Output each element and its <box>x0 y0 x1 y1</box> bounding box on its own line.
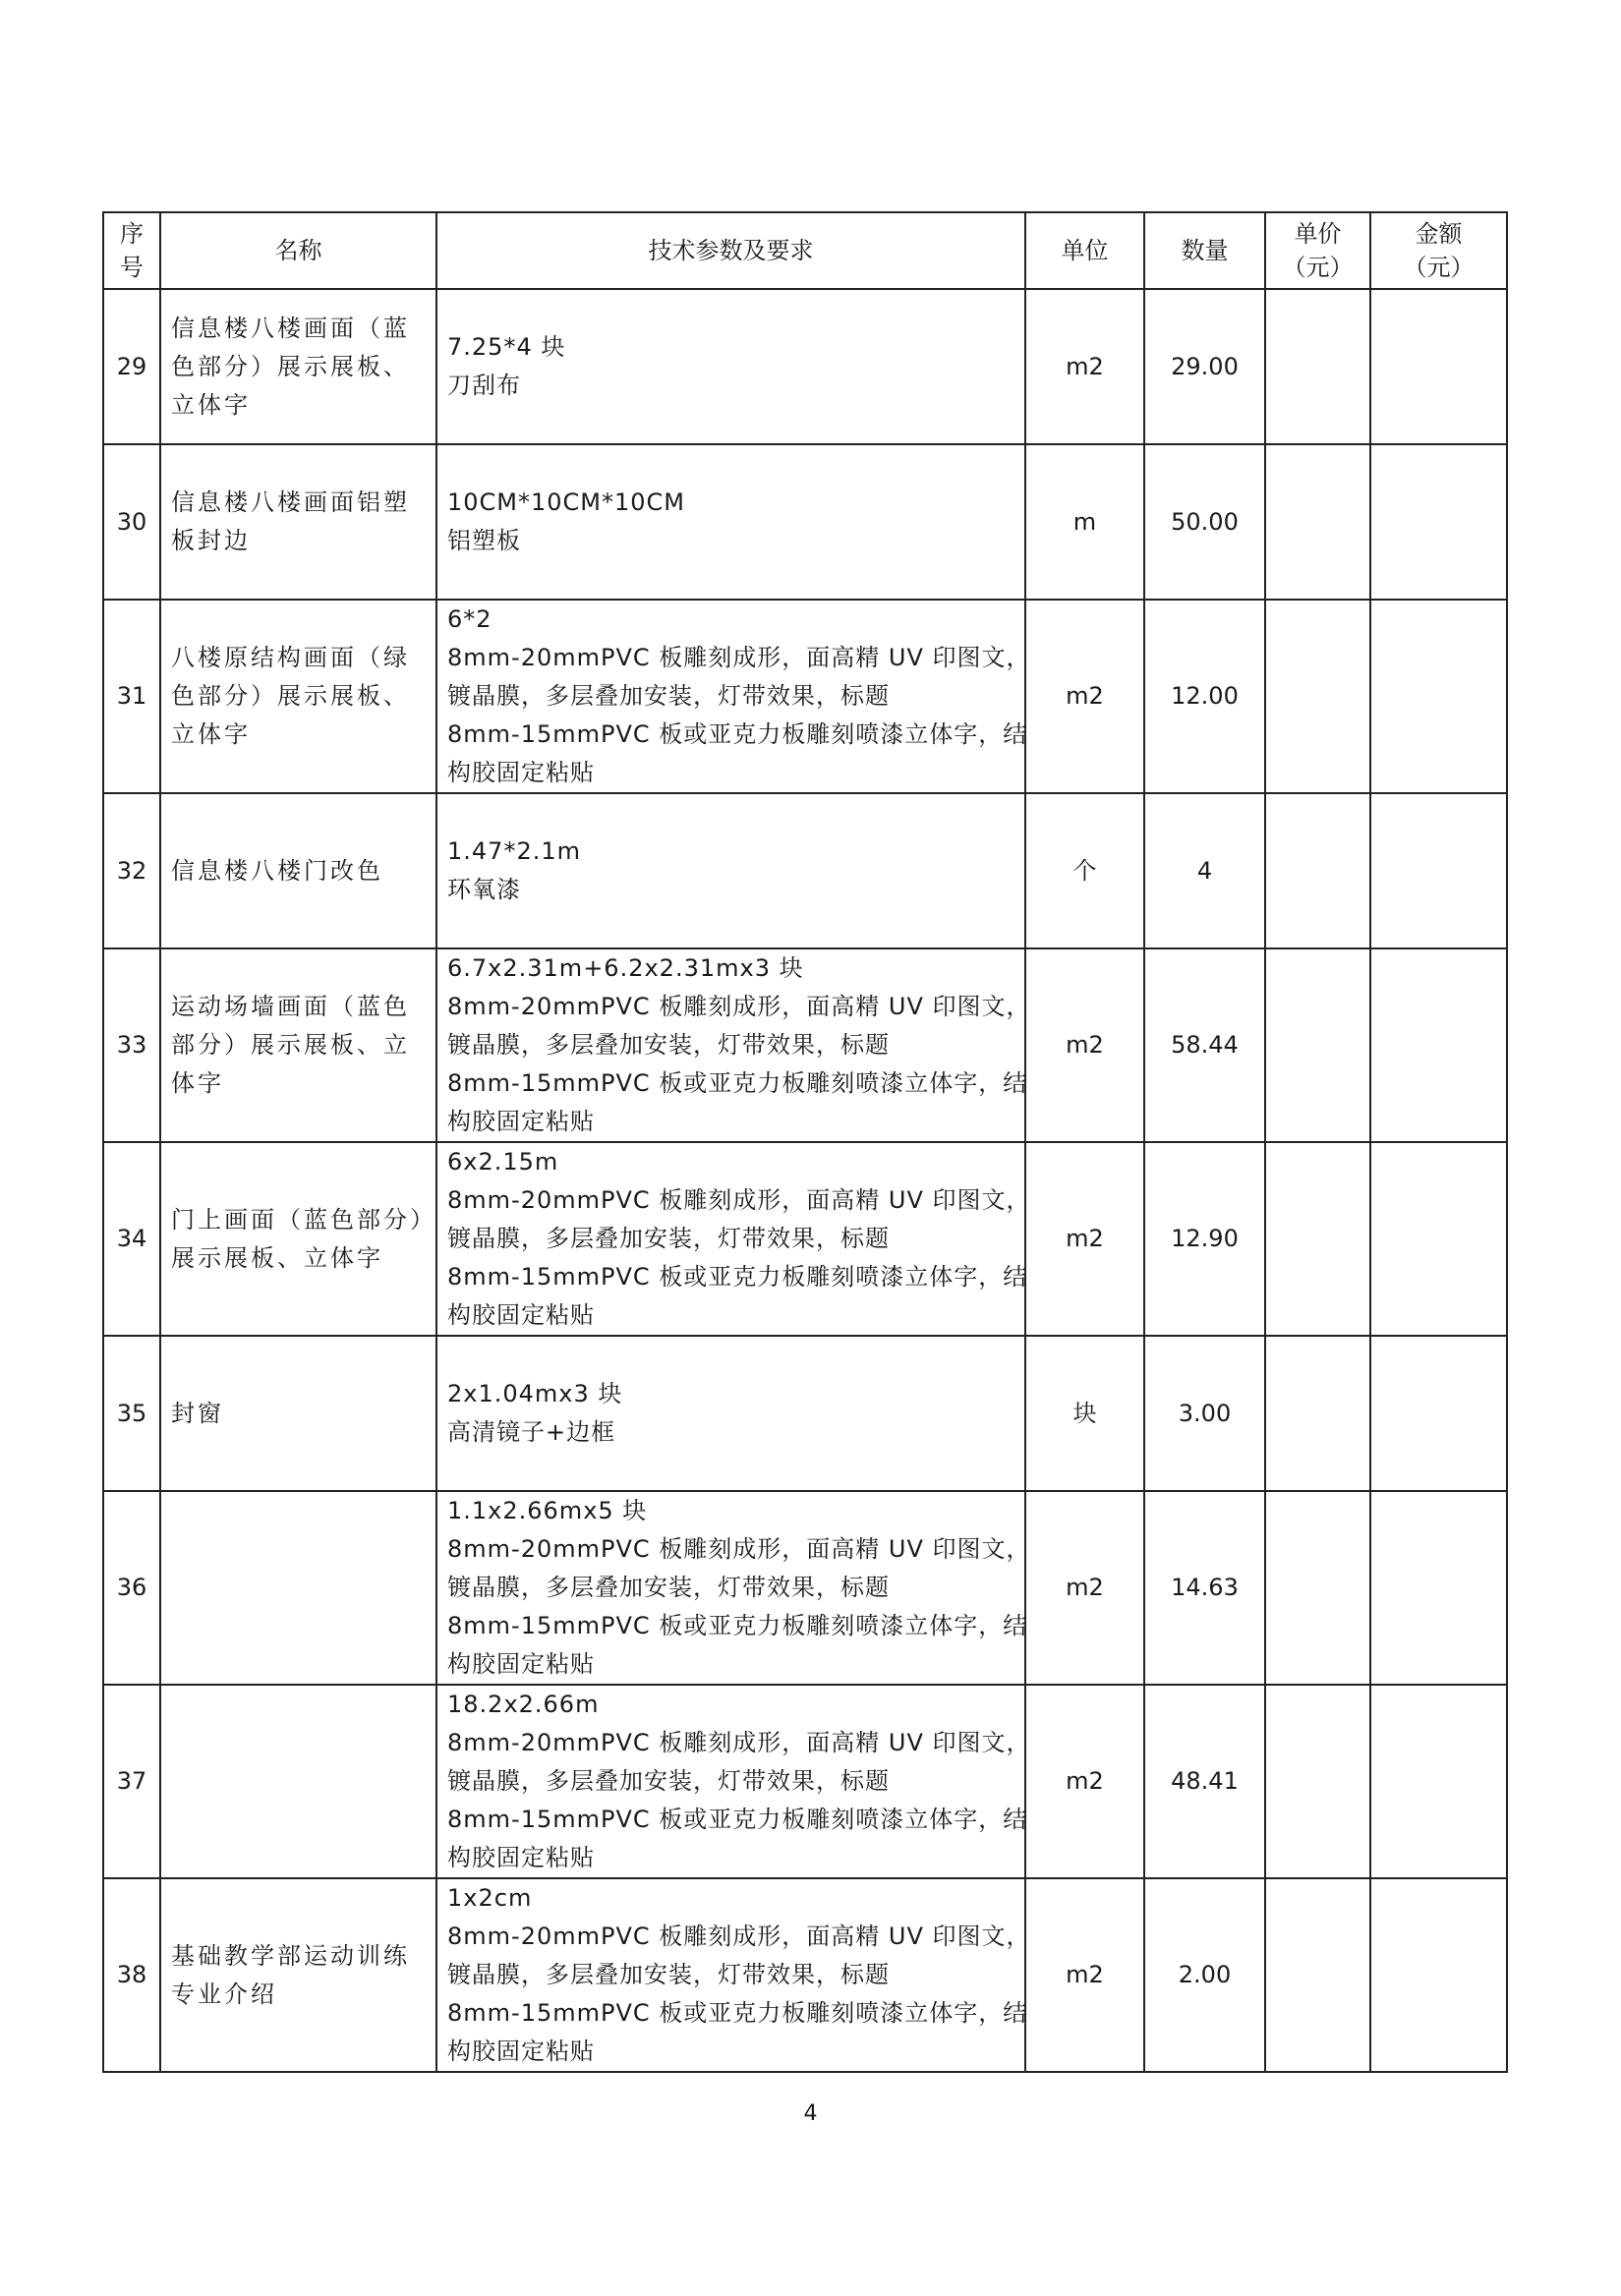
spec-line: 8mm-15mmPVC 板或亚克力板雕刻喷漆立体字，结 <box>447 1263 1028 1291</box>
header-serial-number: 序 号 <box>103 212 160 289</box>
row-spec <box>436 600 1031 793</box>
spec-line: 8mm-15mmPVC 板或亚克力板雕刻喷漆立体字，结 <box>447 1806 1028 1833</box>
spec-line: 镀晶膜，多层叠加安装，灯带效果，标题 <box>447 1574 890 1601</box>
row-unit: m2 <box>1025 1491 1144 1685</box>
spec-line: 构胶固定粘贴 <box>447 759 595 786</box>
spec-line: 构胶固定粘贴 <box>447 1650 595 1678</box>
spec-line: 8mm-15mmPVC 板或亚克力板雕刻喷漆立体字，结 <box>447 1999 1028 2027</box>
row-amount <box>1370 1685 1507 1878</box>
row-quantity: 3.00 <box>1144 1336 1265 1491</box>
spec-line: 8mm-15mmPVC 板或亚克力板雕刻喷漆立体字，结 <box>447 1069 1028 1097</box>
table-row <box>103 948 1507 1142</box>
row-serial-number: 34 <box>103 1142 160 1336</box>
spec-line: 构胶固定粘贴 <box>447 2038 595 2065</box>
row-amount <box>1370 1336 1507 1491</box>
row-amount <box>1370 948 1507 1142</box>
spec-line: 环氧漆 <box>447 876 521 903</box>
header-quantity: 数量 <box>1144 212 1265 289</box>
row-unit-price <box>1265 1685 1370 1878</box>
row-spec <box>436 289 1025 444</box>
row-unit: m2 <box>1025 1878 1144 2072</box>
header-spec: 技术参数及要求 <box>436 212 1025 289</box>
row-quantity: 12.00 <box>1144 600 1265 793</box>
specification-table <box>102 211 1508 2073</box>
row-serial-number: 37 <box>103 1685 160 1878</box>
row-name: 门上画面（蓝色部分）展示展板、立体字 <box>160 1142 436 1336</box>
row-quantity: 29.00 <box>1144 289 1265 444</box>
spec-line: 8mm-20mmPVC 板雕刻成形，面高精 UV 印图文， <box>447 1923 1031 1950</box>
row-unit-price <box>1265 289 1370 444</box>
table-row <box>103 1491 1507 1685</box>
row-name: 信息楼八楼画面（蓝色部分）展示展板、立体字 <box>160 289 436 444</box>
row-serial-number: 35 <box>103 1336 160 1491</box>
row-unit: m2 <box>1025 1142 1144 1336</box>
spec-line: 高清镜子+边框 <box>447 1418 616 1446</box>
spec-line: 8mm-20mmPVC 板雕刻成形，面高精 UV 印图文， <box>447 993 1031 1020</box>
spec-line: 6.7x2.31m+6.2x2.31mx3 块 <box>447 954 804 982</box>
table-row <box>103 1142 1507 1336</box>
spec-line: 构胶固定粘贴 <box>447 1844 595 1871</box>
row-amount <box>1370 1491 1507 1685</box>
row-unit-price <box>1265 600 1370 793</box>
row-quantity: 4 <box>1144 793 1265 948</box>
spec-line: 6x2.15m <box>447 1148 559 1176</box>
spec-line: 6*2 <box>447 605 492 633</box>
row-quantity: 48.41 <box>1144 1685 1265 1878</box>
spec-line: 刀刮布 <box>447 372 521 399</box>
page-number: 4 <box>803 2101 818 2126</box>
row-unit-price <box>1265 1336 1370 1491</box>
row-name <box>160 1491 436 1685</box>
row-unit: 块 <box>1025 1336 1144 1491</box>
spec-line: 镀晶膜，多层叠加安装，灯带效果，标题 <box>447 682 890 710</box>
row-serial-number: 32 <box>103 793 160 948</box>
spec-line: 8mm-20mmPVC 板雕刻成形，面高精 UV 印图文， <box>447 644 1031 671</box>
header-unit: 单位 <box>1025 212 1144 289</box>
header-name: 名称 <box>160 212 436 289</box>
row-spec <box>436 444 1025 600</box>
row-quantity: 50.00 <box>1144 444 1265 600</box>
row-serial-number: 36 <box>103 1491 160 1685</box>
row-spec <box>436 793 1025 948</box>
spec-line: 8mm-15mmPVC 板或亚克力板雕刻喷漆立体字，结 <box>447 720 1028 748</box>
spec-line: 镀晶膜，多层叠加安装，灯带效果，标题 <box>447 1031 890 1059</box>
spec-line: 镀晶膜，多层叠加安装，灯带效果，标题 <box>447 1961 890 1988</box>
spec-line: 镀晶膜，多层叠加安装，灯带效果，标题 <box>447 1767 890 1795</box>
row-unit: m2 <box>1025 1685 1144 1878</box>
row-name: 封窗 <box>160 1336 436 1491</box>
row-name: 信息楼八楼门改色 <box>160 793 436 948</box>
spec-line: 8mm-20mmPVC 板雕刻成形，面高精 UV 印图文， <box>447 1186 1031 1214</box>
row-name: 信息楼八楼画面铝塑板封边 <box>160 444 436 600</box>
table-row <box>103 1685 1507 1878</box>
row-serial-number: 29 <box>103 289 160 444</box>
row-serial-number: 33 <box>103 948 160 1142</box>
spec-line: 1.47*2.1m <box>447 837 581 865</box>
table-header-row <box>103 212 1507 289</box>
row-spec <box>436 1336 1025 1491</box>
spec-line: 构胶固定粘贴 <box>447 1301 595 1329</box>
row-spec <box>436 1142 1031 1336</box>
row-unit-price <box>1265 948 1370 1142</box>
row-name: 运动场墙画面（蓝色部分）展示展板、立体字 <box>160 948 436 1142</box>
row-quantity: 14.63 <box>1144 1491 1265 1685</box>
spec-line: 镀晶膜，多层叠加安装，灯带效果，标题 <box>447 1225 890 1252</box>
table-row <box>103 289 1507 444</box>
row-unit-price <box>1265 793 1370 948</box>
row-amount <box>1370 444 1507 600</box>
table-row <box>103 444 1507 600</box>
row-spec <box>436 948 1031 1142</box>
row-unit: m2 <box>1025 600 1144 793</box>
header-unit-price: 单价 （元） <box>1265 212 1370 289</box>
spec-line: 8mm-20mmPVC 板雕刻成形，面高精 UV 印图文， <box>447 1535 1031 1563</box>
spec-line: 8mm-20mmPVC 板雕刻成形，面高精 UV 印图文， <box>447 1729 1031 1756</box>
row-amount <box>1370 1878 1507 2072</box>
spec-line: 1x2cm <box>447 1884 533 1912</box>
row-serial-number: 38 <box>103 1878 160 2072</box>
row-name <box>160 1685 436 1878</box>
row-quantity: 12.90 <box>1144 1142 1265 1336</box>
spec-line: 7.25*4 块 <box>447 333 566 361</box>
row-quantity: 58.44 <box>1144 948 1265 1142</box>
row-unit-price <box>1265 1142 1370 1336</box>
table-row <box>103 1336 1507 1491</box>
row-amount <box>1370 1142 1507 1336</box>
spec-line: 8mm-15mmPVC 板或亚克力板雕刻喷漆立体字，结 <box>447 1612 1028 1639</box>
table-body <box>103 289 1507 2072</box>
row-unit-price <box>1265 444 1370 600</box>
spec-line: 1.1x2.66mx5 块 <box>447 1497 648 1524</box>
row-unit-price <box>1265 1491 1370 1685</box>
row-serial-number: 30 <box>103 444 160 600</box>
row-unit: 个 <box>1025 793 1144 948</box>
row-serial-number: 31 <box>103 600 160 793</box>
row-quantity: 2.00 <box>1144 1878 1265 2072</box>
row-spec <box>436 1685 1031 1878</box>
spec-line: 10CM*10CM*10CM <box>447 488 686 516</box>
header-amount: 金额 （元） <box>1370 212 1507 289</box>
spec-line: 18.2x2.66m <box>447 1691 600 1718</box>
row-unit: m2 <box>1025 948 1144 1142</box>
row-spec <box>436 1491 1031 1685</box>
row-spec <box>436 1878 1031 2072</box>
row-unit: m2 <box>1025 289 1144 444</box>
row-amount <box>1370 793 1507 948</box>
spec-line: 构胶固定粘贴 <box>447 1108 595 1135</box>
row-unit: m <box>1025 444 1144 600</box>
row-amount <box>1370 600 1507 793</box>
spec-line: 铝塑板 <box>447 527 521 554</box>
table-row <box>103 793 1507 948</box>
row-unit-price <box>1265 1878 1370 2072</box>
spec-line: 2x1.04mx3 块 <box>447 1380 623 1407</box>
table-row <box>103 600 1507 793</box>
row-name: 八楼原结构画面（绿色部分）展示展板、立体字 <box>160 600 436 793</box>
row-amount <box>1370 289 1507 444</box>
table-row <box>103 1878 1507 2072</box>
row-name: 基础教学部运动训练专业介绍 <box>160 1878 436 2072</box>
